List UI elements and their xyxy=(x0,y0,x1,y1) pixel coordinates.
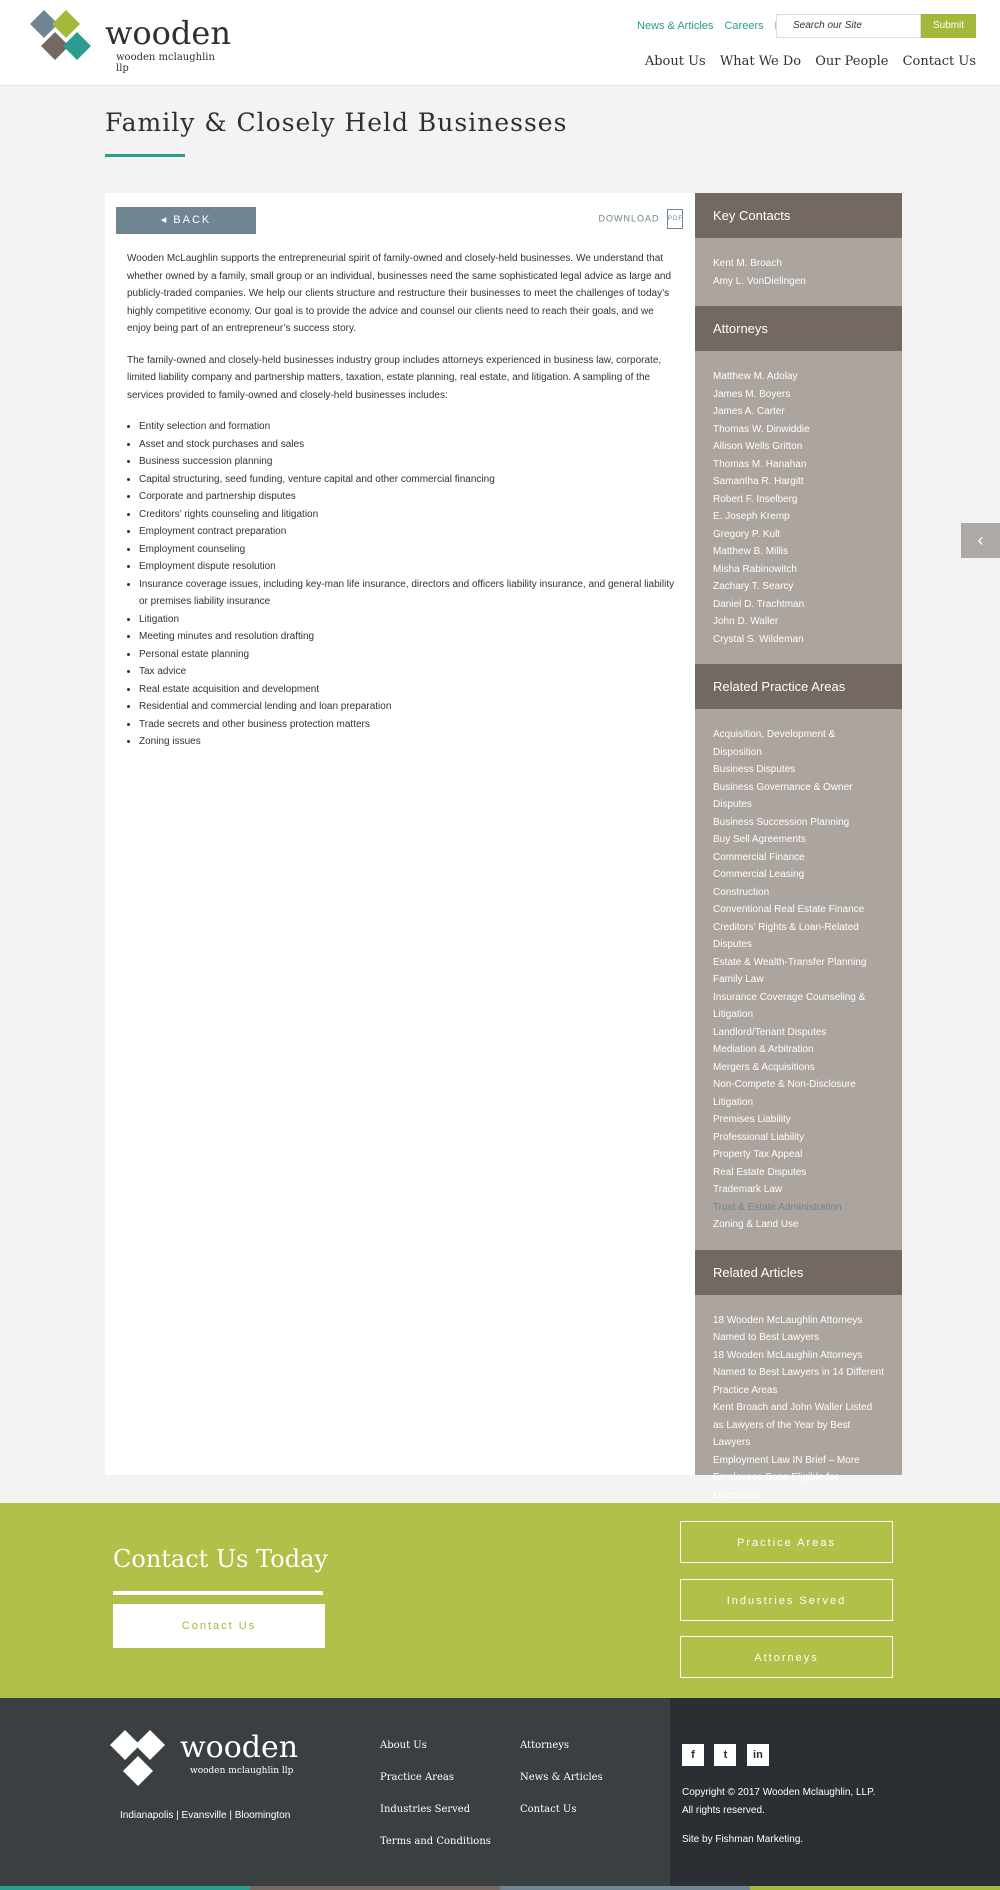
article-link[interactable]: 18 Wooden McLaughlin Attorneys Named to Best Lawyers xyxy=(713,1314,863,1343)
attorney-link[interactable]: Matthew M. Adolay xyxy=(713,371,798,382)
util-link-careers[interactable]: Careers xyxy=(724,20,764,32)
logo-subtitle: wooden mclaughlin llp xyxy=(116,52,215,74)
practice-area-link[interactable]: Property Tax Appeal xyxy=(713,1149,803,1160)
list-item: • Litigation xyxy=(139,611,677,629)
practice-area-link[interactable]: Real Estate Disputes xyxy=(713,1166,807,1178)
practice-areas-list xyxy=(695,709,902,1250)
footer-logo[interactable] xyxy=(110,1730,300,1790)
attorneys-button[interactable]: Attorneys xyxy=(680,1636,893,1678)
practice-area-link[interactable]: Business Governance & Owner Disputes xyxy=(713,781,853,810)
paragraph: Wooden McLaughlin supports the entrepreneurial spirit of family-owned and closely-held businesses. We understand that whether owned by a family, small group or an individual, businesses need the same sophisticated legal advice as large and publicly-traded companies. We help our clients structure and restructure their businesses to meet the challenges of today’s highly competitive economy. Our goal is to provide the advice and counsel our clients need to reach their goals, and we enjoy being part of an entrepreneur’s success story. xyxy=(127,253,672,334)
side-panel-toggle[interactable] xyxy=(961,523,1000,558)
footer-links-col2 xyxy=(520,1740,603,1836)
list-item: • Meeting minutes and resolution drafting xyxy=(139,628,677,646)
page-title: Family & Closely Held Businesses xyxy=(105,108,568,137)
attorney-link[interactable]: Matthew B. Millis xyxy=(713,546,789,557)
site-footer xyxy=(0,1698,1000,1890)
attorney-link[interactable]: James A. Carter xyxy=(713,406,785,417)
search-input[interactable]: Search our Site xyxy=(776,14,921,38)
util-link-news[interactable]: News & Articles xyxy=(637,20,714,32)
attorney-link[interactable]: Thomas M. Hanahan xyxy=(713,458,807,470)
logo-wordmark: wooden xyxy=(105,14,231,52)
practice-area-link[interactable]: Acquisition, Development & Disposition xyxy=(713,729,836,758)
caret-left-icon: ◂ xyxy=(160,214,174,226)
attorney-link[interactable]: Crystal S. Wildeman xyxy=(713,633,804,645)
nav-what-we-do[interactable]: What We Do xyxy=(719,54,802,69)
footer-link-attorneys[interactable]: Attorneys xyxy=(520,1740,570,1751)
list-item: • Capital structuring, seed funding, venture capital and other commercial financing xyxy=(139,471,677,489)
cta-title: Contact Us Today xyxy=(113,1545,328,1573)
attorney-link[interactable]: Misha Rabinowitch xyxy=(713,563,797,575)
list-item: • Zoning issues xyxy=(139,733,677,751)
attorney-link[interactable]: James M. Boyers xyxy=(713,388,791,400)
attorney-link[interactable]: Thomas W. Dinwiddie xyxy=(713,423,810,435)
footer-link-news[interactable]: News & Articles xyxy=(520,1772,603,1783)
attorney-link[interactable]: E. Joseph Kremp xyxy=(713,511,790,522)
download-label: DOWNLOAD xyxy=(598,213,660,224)
list-item: • Trade secrets and other business protection matters xyxy=(139,716,677,734)
main-content xyxy=(105,193,695,1475)
article-link[interactable]: 18 Wooden McLaughlin Attorneys Named to Best Lawyers in 14 Different Practice Areas xyxy=(713,1349,885,1396)
social-links xyxy=(682,1744,775,1766)
paragraph: The family-owned and closely-held businesses industry group includes attorneys experienced in business law, corporate, limited liability company and partnership matters, taxation, estate planning, real estate, and litigation. A sampling of the services provided to family-owned and closely-held businesses includes: xyxy=(127,354,662,401)
practice-area-link[interactable]: Professional Liability xyxy=(713,1131,805,1143)
attorney-link[interactable]: Robert F. Inselberg xyxy=(713,493,798,505)
practice-area-link[interactable]: Insurance Coverage Counseling & Litigation xyxy=(713,991,866,1020)
practice-area-link[interactable]: Landlord/Tenant Disputes xyxy=(713,1026,827,1038)
footer-link-industries-served[interactable]: Industries Served xyxy=(380,1804,471,1815)
attorney-link[interactable]: Samantha R. Hargitt xyxy=(713,476,804,487)
practice-area-link[interactable]: Non-Compete & Non-Disclosure Litigation xyxy=(713,1079,856,1108)
nav-contact-us[interactable]: Contact Us xyxy=(902,54,976,69)
article-link[interactable]: Kent Broach and John Waller Listed as Lawyers of the Year by Best Lawyers xyxy=(713,1402,873,1448)
practice-area-link[interactable]: Mergers & Acquisitions xyxy=(713,1061,815,1073)
practice-area-link[interactable]: Commercial Finance xyxy=(713,851,805,863)
title-underline xyxy=(105,154,185,157)
site-credit[interactable]: Site by Fishman Marketing. xyxy=(682,1834,804,1845)
practice-area-link[interactable]: Creditors’ Rights & Loan-Related Disputes xyxy=(713,921,859,950)
copyright-line: Copyright © 2017 Wooden Mclaughlin, LLP. xyxy=(682,1787,876,1798)
list-item: • Employment contract preparation xyxy=(139,523,677,541)
practice-area-link[interactable]: Mediation & Arbitration xyxy=(713,1044,814,1055)
list-item: • Insurance coverage issues, including key-man life insurance, directors and officers liability insurance, and general liability or premises liability insurance xyxy=(139,576,677,611)
list-item: • Entity selection and formation xyxy=(139,418,677,436)
site-logo[interactable] xyxy=(30,10,230,76)
attorney-link[interactable]: Daniel D. Trachtman xyxy=(713,598,805,610)
cta-band xyxy=(0,1503,1000,1698)
key-contacts-heading: Key Contacts xyxy=(695,193,902,238)
search-submit-button[interactable]: Submit xyxy=(921,14,976,38)
cta-underline xyxy=(113,1591,323,1595)
key-contacts-list xyxy=(695,238,902,306)
list-item: • Employment counseling xyxy=(139,541,677,559)
list-item: • Business succession planning xyxy=(139,453,677,471)
nav-our-people[interactable]: Our People xyxy=(815,54,889,69)
list-item: • Personal estate planning xyxy=(139,646,677,664)
attorney-link[interactable]: Allison Wells Gritton xyxy=(713,441,803,452)
list-item: • Asset and stock purchases and sales xyxy=(139,436,677,454)
practice-area-link[interactable]: Premises Liability xyxy=(713,1114,791,1125)
industries-served-button[interactable]: Industries Served xyxy=(680,1579,893,1621)
footer-logo-wordmark: wooden xyxy=(180,1730,299,1765)
pdf-icon: PDF xyxy=(667,209,683,229)
footer-logo-subtitle: wooden mclaughlin llp xyxy=(190,1766,294,1776)
footer-link-about-us[interactable]: About Us xyxy=(380,1740,427,1751)
practice-area-link[interactable]: Zoning & Land Use xyxy=(713,1219,799,1230)
practice-area-link[interactable]: Family Law xyxy=(713,974,764,985)
attorney-link[interactable]: Zachary T. Searcy xyxy=(713,581,794,592)
list-item: • Real estate acquisition and development xyxy=(139,681,677,699)
sidebar xyxy=(695,193,902,1501)
list-item: • Residential and commercial lending and loan preparation xyxy=(139,698,677,716)
practice-area-link[interactable]: Conventional Real Estate Finance xyxy=(713,904,865,915)
practice-area-link[interactable]: Business Disputes xyxy=(713,764,796,775)
practice-areas-button[interactable]: Practice Areas xyxy=(680,1521,893,1563)
practice-area-link[interactable]: Buy Sell Agreements xyxy=(713,834,806,845)
facebook-icon[interactable]: f xyxy=(682,1744,704,1766)
practice-areas-heading: Related Practice Areas xyxy=(695,664,902,709)
attorneys-list xyxy=(695,351,902,664)
article-body xyxy=(127,250,677,751)
footer-link-terms[interactable]: Terms and Conditions xyxy=(380,1836,491,1847)
color-strip xyxy=(0,1886,1000,1890)
logo-diamonds-icon xyxy=(110,1730,180,1790)
practice-area-link[interactable]: Estate & Wealth-Transfer Planning xyxy=(713,956,867,968)
contact-link[interactable]: Amy L. VonDielingen xyxy=(713,275,806,287)
logo-diamonds-icon xyxy=(30,10,105,76)
attorney-link[interactable]: Gregory P. Kult xyxy=(713,528,781,540)
attorneys-heading: Attorneys xyxy=(695,306,902,351)
twitter-icon[interactable]: t xyxy=(714,1744,736,1766)
rights-line: All rights reserved. xyxy=(682,1805,765,1816)
article-link[interactable]: Employment Law IN Brief – More Employees Soon Eligible for Overtime? xyxy=(713,1454,860,1501)
related-articles-heading: Related Articles xyxy=(695,1250,902,1295)
footer-link-contact-us[interactable]: Contact Us xyxy=(520,1804,577,1815)
copyright xyxy=(682,1784,875,1820)
list-item: • Corporate and partnership disputes xyxy=(139,488,677,506)
nav-about-us[interactable]: About Us xyxy=(644,54,706,69)
linkedin-icon[interactable]: in xyxy=(747,1744,769,1766)
site-header xyxy=(0,0,1000,86)
list-item: • Tax advice xyxy=(139,663,677,681)
list-item: • Creditors’ rights counseling and litigation xyxy=(139,506,677,524)
back-button[interactable] xyxy=(116,207,256,234)
main-nav xyxy=(635,54,976,69)
footer-link-practice-areas[interactable]: Practice Areas xyxy=(380,1772,454,1783)
contact-link[interactable]: Kent M. Broach xyxy=(713,258,782,269)
footer-links-col1 xyxy=(380,1740,491,1868)
practice-area-link[interactable]: Construction xyxy=(713,886,770,898)
list-item: • Employment dispute resolution xyxy=(139,558,677,576)
back-label: BACK xyxy=(173,214,212,226)
contact-us-button[interactable]: Contact Us xyxy=(113,1604,325,1648)
download-pdf-link[interactable] xyxy=(598,209,683,229)
practice-area-link[interactable]: Commercial Leasing xyxy=(713,869,805,880)
practice-area-link[interactable]: Trust & Estate Administration xyxy=(713,1201,842,1213)
attorney-link[interactable]: John D. Waller xyxy=(713,616,779,627)
footer-cities: Indianapolis | Evansville | Bloomington xyxy=(120,1810,291,1821)
services-list xyxy=(127,418,677,751)
practice-area-link[interactable]: Business Succession Planning xyxy=(713,816,850,828)
practice-area-link[interactable]: Trademark Law xyxy=(713,1184,783,1195)
chevron-left-icon: ‹ xyxy=(977,530,984,550)
